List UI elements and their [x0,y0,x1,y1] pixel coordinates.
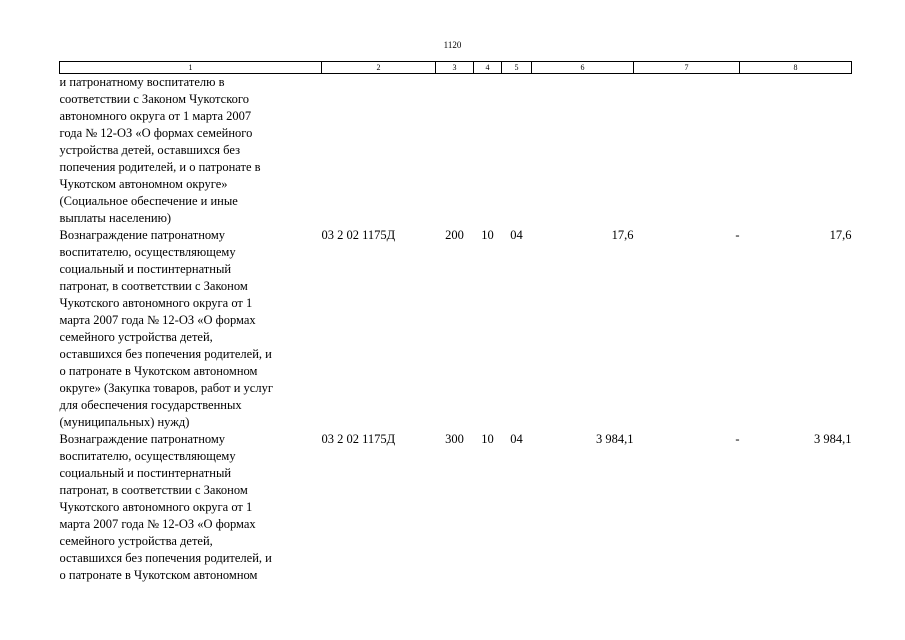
header-row [60,62,852,74]
row-amount-6 [532,74,634,228]
row-amount-7: - [735,228,740,242]
header-col-2: 2 [322,62,436,74]
row-c3 [436,74,474,228]
row-c5: 04 [510,432,523,446]
row-amount-8 [740,74,852,228]
row-name: Вознаграждение патронатному воспитателю, осуществляющему социальный и постинтернатный патронат, в соответствии с Законом Чукотского автономного округа от 1 марта 2007 года № 12-ОЗ «О формах семейного устройства детей, оставшихся без попечения родителей, и о патронате в Чукотском автономном [59,432,272,582]
header-col-7: 7 [634,62,740,74]
header-col-3: 3 [436,62,474,74]
row-amount-8: 17,6 [829,228,852,242]
row-code: 03 2 02 1175Д [321,432,396,446]
row-amount-6: 17,6 [611,228,634,242]
row-c3: 200 [445,228,464,242]
header-col-8: 8 [740,62,852,74]
row-amount-7 [634,74,740,228]
header-col-5: 5 [502,62,532,74]
row-name: Вознаграждение патронатному воспитателю, осуществляющему социальный и постинтернатный патронат, в соответствии с Законом Чукотского автономного округа от 1 марта 2007 года № 12-ОЗ «О формах семейного устройства детей, оставшихся без попечения родителей, и о патронате в Чукотском автономном округе» (Закупка товаров, работ и услуг для обеспечения государственных (муниципальных) нужд) [59,228,273,429]
row-c5 [502,74,532,228]
row-code [322,74,436,228]
row-c5: 04 [510,228,523,242]
row-amount-6: 3 984,1 [596,432,634,446]
row-amount-7: - [735,432,740,446]
row-c4: 10 [481,432,494,446]
page-number: 1120 [443,40,462,50]
table-row [60,431,852,584]
header-col-1: 1 [60,62,322,74]
table-body [60,74,852,585]
table-row [60,74,852,228]
table-header [60,62,852,74]
row-c3: 300 [445,432,464,446]
row-c4: 10 [481,228,494,242]
header-col-6: 6 [532,62,634,74]
header-col-4: 4 [474,62,502,74]
table-row [60,227,852,431]
row-name: и патронатному воспитателю в соответствии с Законом Чукотского автономного округа от 1 марта 2007 года № 12-ОЗ «О формах семейного устройства детей, оставшихся без попечения родителей, и о патронате в Чукотском автономном округе» (Социальное обеспечение и иные выплаты населению) [59,75,261,225]
row-amount-8: 3 984,1 [814,432,852,446]
row-c4 [474,74,502,228]
row-code: 03 2 02 1175Д [321,228,396,242]
budget-table [59,61,852,584]
